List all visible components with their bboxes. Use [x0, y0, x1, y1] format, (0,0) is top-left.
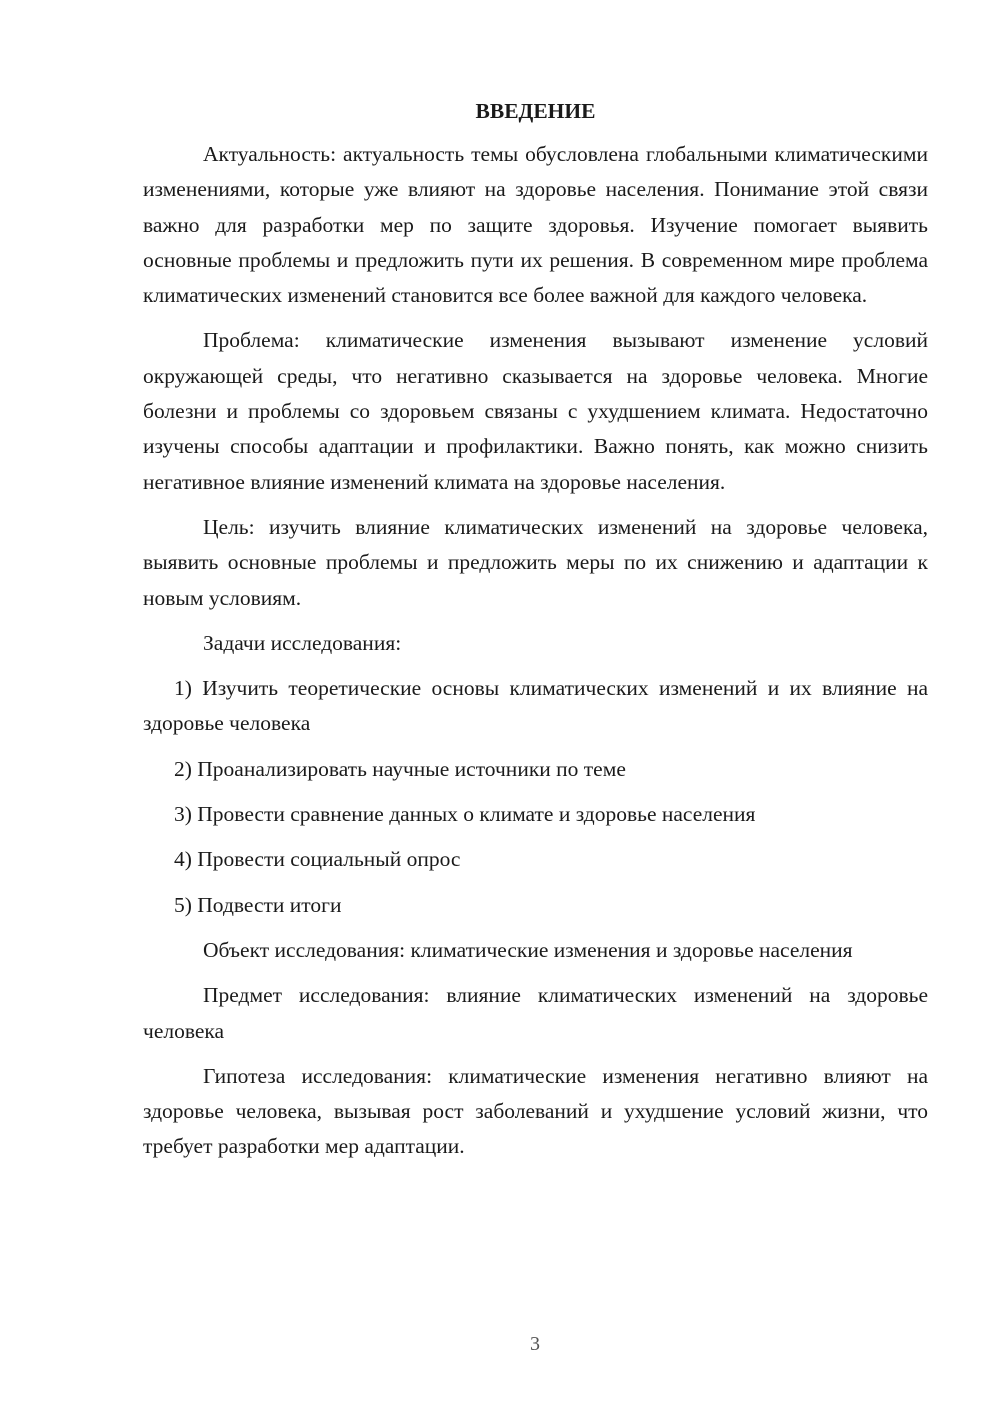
section-heading: ВВЕДЕНИЕ — [475, 99, 596, 123]
task-item-5: 5) Подвести итоги — [174, 892, 342, 917]
page-content — [143, 96, 928, 1175]
task-item-3: 3) Провести сравнение данных о климате и здоровье населения — [174, 802, 756, 827]
task-item-2: 2) Проанализировать научные источники по теме — [174, 756, 626, 781]
hypothesis-paragraph: Гипотеза исследования: климатические изменения негативно влияют на здоровье человека, вызывая рост заболеваний и ухудшение условий жизни, что требует разработки мер адаптации. — [143, 1063, 928, 1159]
relevance-paragraph: Актуальность: актуальность темы обусловлена глобальными климатическими изменениями, которые уже влияют на здоровье населения. Понимание этой связи важно для разработки мер по защите здоровья. Изучение помогает выявить основные проблемы и предложить пути их решения. В современном мире проблема климатических изменений становится все более важной для каждого человека. — [143, 142, 928, 308]
problem-paragraph: Проблема: климатические изменения вызывают изменение условий окружающей среды, что негативно сказывается на здоровье человека. Многие болезни и проблемы со здоровьем связаны с ухудшением климата. Недостаточно изучены способы адаптации и профилактики. Важно понять, как можно снизить негативное влияние изменений климата на здоровье населения. — [143, 328, 928, 494]
tasks-title: Задачи исследования: — [203, 630, 402, 655]
goal-paragraph: Цель: изучить влияние климатических изменений на здоровье человека, выявить основные проблемы и предложить меры по их снижению и адаптации к новым условиям. — [143, 514, 928, 610]
object-paragraph: Объект исследования: климатические изменения и здоровье населения — [203, 937, 853, 962]
subject-paragraph: Предмет исследования: влияние климатических изменений на здоровье человека — [143, 983, 928, 1043]
task-item-4: 4) Провести социальный опрос — [174, 847, 461, 872]
page-number: 3 — [530, 1333, 540, 1355]
task-item-1: 1) Изучить теоретические основы климатических изменений и их влияние на здоровье человека — [143, 676, 928, 736]
